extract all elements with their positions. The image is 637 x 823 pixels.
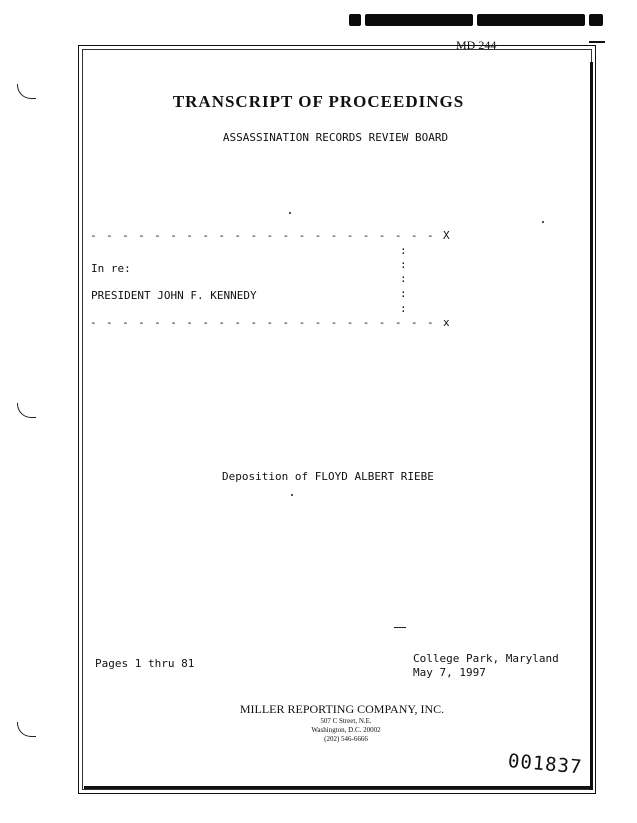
caption-colon: : bbox=[400, 258, 407, 271]
page-range: Pages 1 thru 81 bbox=[95, 657, 195, 670]
document-subtitle: ASSASSINATION RECORDS REVIEW BOARD bbox=[222, 131, 449, 144]
company-street: 507 C Street, N.E. bbox=[320, 717, 372, 725]
scan-speck bbox=[542, 221, 544, 223]
binder-punch-2 bbox=[17, 403, 36, 418]
page-frame-right-edge bbox=[590, 62, 593, 790]
short-rule bbox=[394, 627, 406, 628]
scan-speck bbox=[291, 494, 293, 496]
caption-bottom-rule: - - - - - - - - - - - - - - - - - - - - - - x bbox=[90, 316, 452, 329]
scan-speck bbox=[289, 212, 291, 214]
scan-bar-2 bbox=[365, 14, 473, 26]
scan-bar-1 bbox=[349, 14, 361, 26]
caption-in-re: In re: bbox=[91, 262, 131, 275]
caption-top-rule: - - - - - - - - - - - - - - - - - - - - - - X bbox=[90, 229, 452, 242]
date: May 7, 1997 bbox=[413, 666, 486, 679]
bates-stamp-number: 001837 bbox=[507, 750, 584, 779]
caption-case-name: PRESIDENT JOHN F. KENNEDY bbox=[91, 289, 257, 302]
caption-colon: : bbox=[400, 244, 407, 257]
caption-colon: : bbox=[400, 302, 407, 315]
scan-bar-3 bbox=[477, 14, 585, 26]
company-city: Washington, D.C. 20002 bbox=[311, 726, 381, 734]
md-number: MD 244 bbox=[456, 38, 497, 52]
caption-colon: : bbox=[400, 287, 407, 300]
caption-colon: : bbox=[400, 272, 407, 285]
deposition-line: Deposition of FLOYD ALBERT RIEBE bbox=[222, 470, 434, 483]
company-name: MILLER REPORTING COMPANY, INC. bbox=[239, 702, 445, 716]
top-right-dash bbox=[589, 41, 605, 43]
document-title: TRANSCRIPT OF PROCEEDINGS bbox=[172, 92, 465, 111]
company-phone: (202) 546-6666 bbox=[324, 735, 368, 743]
location-date-block bbox=[413, 652, 559, 680]
location: College Park, Maryland bbox=[413, 652, 559, 665]
page-frame-bottom-edge bbox=[84, 786, 592, 789]
scan-bar-4 bbox=[589, 14, 603, 26]
